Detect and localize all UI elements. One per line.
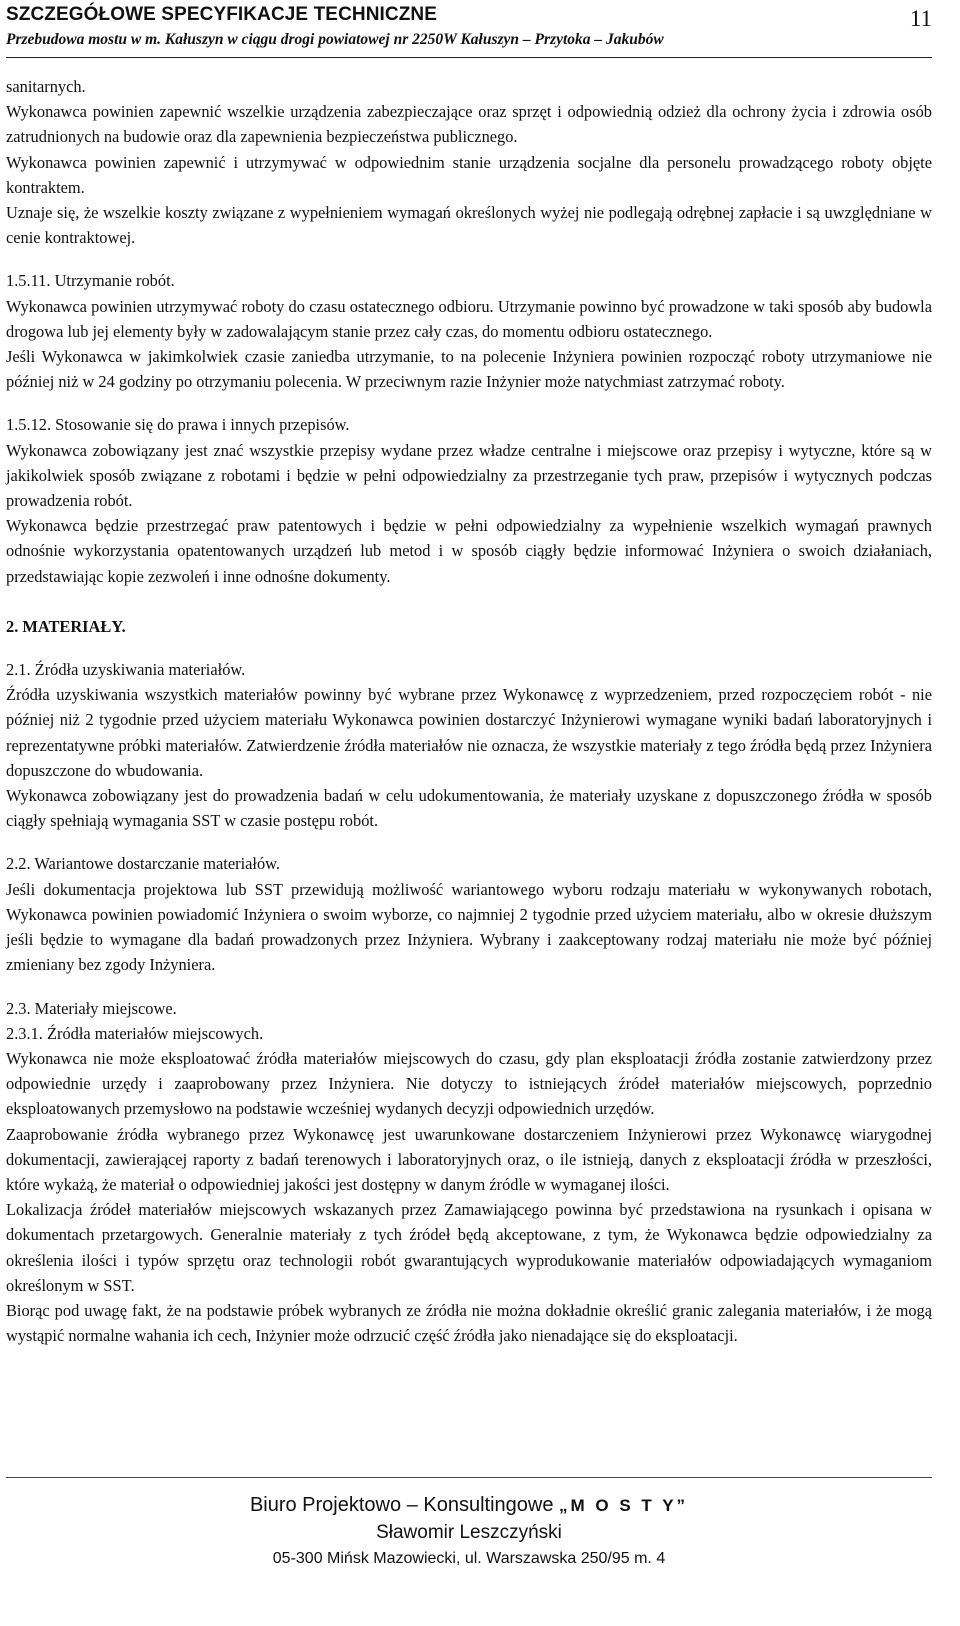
paragraph: Wykonawca zobowiązany jest do prowadzenia badań w celu udokumentowania, że materiały uzyskane z dopuszczonego źródła w sposób ciągły spełniają wymagania SST w czasie postępu robót. [6,786,932,831]
section-heading-1-5-12: 1.5.12. Stosowanie się do prawa i innych przepisów. [6,415,350,435]
spacer [6,833,932,851]
paragraph: Jeśli dokumentacja projektowa lub SST przewidują możliwość wariantowego wyboru rodzaju materiału w wykonywanych robotach, Wykonawca powinien powiadomić Inżyniera o swoim wyborze, co najmniej 2 tygodnie przed użyciem materiału, albo w okresie dłuższym jeśli będzie to wymagane dla badań prowadzonych przez Inżyniera. Wybrany i zaakceptowany rodzaj materiału nie może być później zmieniany bez zgody Inżyniera. [6,879,932,975]
header-divider [6,57,932,58]
footer-company-line [6,1492,932,1519]
document-subtitle: Przebudowa mostu w m. Kałuszyn w ciągu drogi powiatowej nr 2250W Kałuszyn – Przytoka – Jakubów [6,31,664,48]
section-heading-2-1: 2.1. Źródła uzyskiwania materiałów. [6,660,246,680]
paragraph: Wykonawca powinien utrzymywać roboty do czasu ostatecznego odbioru. Utrzymanie powinno być prowadzone w taki sposób aby budowla drogowa lub jej elementy były w zadowalającym stanie przez cały czas, do momentu odbioru ostatecznego. [6,296,932,341]
spacer [6,639,932,657]
footer-company: Biuro Projektowo – Konsultingowe [249,1494,554,1516]
spacer [6,978,932,996]
page-number: 11 [909,6,932,31]
section-heading-2-2: 2.2. Wariantowe dostarczanie materiałów. [6,854,281,874]
section-heading-1-5-11: 1.5.11. Utrzymanie robót. [6,271,175,291]
section-heading-2-3-1: 2.3.1. Źródła materiałów miejscowych. [6,1023,264,1043]
spacer [6,250,932,268]
document-body [6,74,932,1348]
paragraph: Jeśli Wykonawca w jakimkolwiek czasie zaniedba utrzymanie, to na polecenie Inżyniera powinien rozpocząć roboty utrzymaniowe nie później niż w 24 godziny po otrzymaniu polecenia. W przeciwnym razie Inżynier może natychmiast zatrzymać roboty. [6,347,932,392]
paragraph: Wykonawca powinien zapewnić wszelkie urządzenia zabezpieczające oraz sprzęt i odpowiednią odzież dla ochrony życia i zdrowia osób zatrudnionych na budowie oraz dla zapewnienia bezpieczeństwa publicznego. [6,102,932,147]
footer-divider [6,1477,932,1478]
page-footer [6,1492,932,1572]
page-header [6,4,960,60]
paragraph: Wykonawca zobowiązany jest znać wszystkie przepisy wydane przez władze centralne i miejscowe oraz przepisy i wytyczne, które są w jakikolwiek sposób związane z robotami i będzie w pełni odpowiedzialny za przestrzeganie tych praw, przepisów i wytycznych podczas prowadzenia robót. [6,440,932,511]
chapter-heading-2: 2. MATERIAŁY. [6,616,126,636]
paragraph: sanitarnych. [6,77,86,96]
paragraph: Wykonawca nie może eksploatować źródła materiałów miejscowych do czasu, gdy plan eksploatacji źródła zostanie zatwierdzony przez odpowiednie urzędy i zaaprobowany przez Inżyniera. Nie dotyczy to istniejących źródeł materiałów miejscowych, poprzednio eksploatowanych przemysłowo na podstawie wcześniej wydanych decyzji odpowiednich urzędów. [6,1048,932,1119]
paragraph: Lokalizacja źródeł materiałów miejscowych wskazanych przez Zamawiającego powinna być przedstawiona na rysunkach i opisana w dokumentach przetargowych. Generalnie materiały z tych źródeł będą akceptowane, z tym, że Wykonawca będzie odpowiedzialny za określenia ilości i typów sprzętu oraz technologii robót gwarantujących wyprodukowanie materiałów odpowiadających wymaganiom określonym w SST. [6,1200,932,1295]
paragraph: Uznaje się, że wszelkie koszty związane z wypełnieniem wymagań określonych wyżej nie podlegają odrębnej zapłacie i są uwzględniane w cenie kontraktowej. [6,203,932,248]
paragraph: Wykonawca powinien zapewnić i utrzymywać w odpowiednim stanie urządzenia socjalne dla personelu prowadzącego roboty objęte kontraktem. [6,152,932,197]
document-title: SZCZEGÓŁOWE SPECYFIKACJE TECHNICZNE [6,4,438,25]
footer-person: Sławomir Leszczyński [376,1522,562,1543]
paragraph: Biorąc pod uwagę fakt, że na podstawie próbek wybranych ze źródła nie można dokładnie określić granic zalegania materiałów, i że mogą wystąpić normalne wahania ich cech, Inżynier może odrzucić część źródła jako nienadające się do eksploatacji. [6,1300,932,1346]
spacer [6,589,932,614]
spacer [6,394,932,412]
paragraph: Źródła uzyskiwania wszystkich materiałów powinny być wybrane przez Wykonawcę z wyprzedzeniem, przed rozpoczęciem robót - nie później niż 2 tygodnie przed użyciem materiału Wykonawca powinien dostarczyć Inżynierowi wymagane wyniki badań laboratoryjnych i reprezentatywne próbki materiałów. Zatwierdzenie źródła materiałów nie oznacza, że wszystkie materiały z tego źródła będą przez Inżyniera dopuszczone do wbudowania. [6,685,932,780]
footer-address: 05-300 Mińsk Mazowiecki, ul. Warszawska 250/95 m. 4 [272,1550,666,1567]
paragraph: Wykonawca będzie przestrzegać praw patentowych i będzie w pełni odpowiedzialny za wypełnienie wszelkich wymagań prawnych odnośnie wykorzystania opatentowanych urządzeń lub metod i w sposób ciągły będzie informować Inżyniera o swoich działaniach, przedstawiając kopie zezwoleń i inne odnośne dokumenty. [6,516,932,586]
footer-brand: „M O S T Y” [559,1496,689,1515]
paragraph: Zaaprobowanie źródła wybranego przez Wykonawcę jest uwarunkowane dostarczeniem Inżynierowi przez Wykonawcę wiarygodnej dokumentacji, zawierającej raporty z badań terenowych i laboratoryjnych oraz, o ile istnieją, danych z eksploatacji źródła w przeszłości, które wykażą, że materiał o odpowiedniej jakości jest dostępny w danym źródle w wymaganej ilości. [6,1124,932,1194]
section-heading-2-3: 2.3. Materiały miejscowe. [6,998,177,1018]
